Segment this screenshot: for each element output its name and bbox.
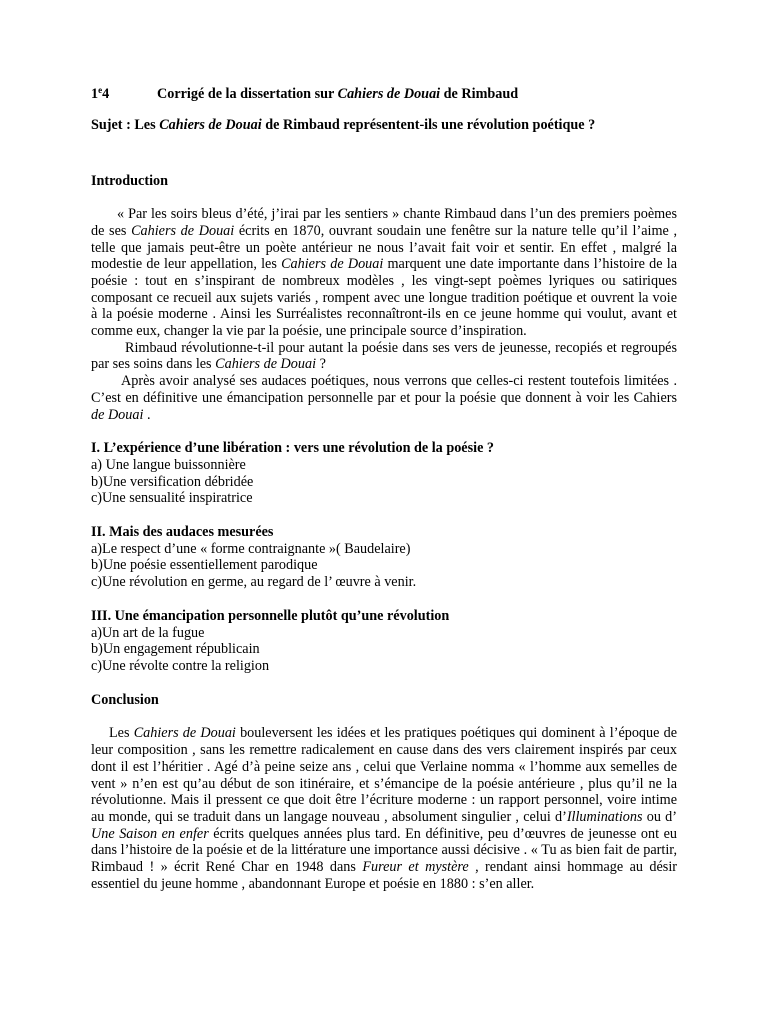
subject-question: de Rimbaud représentent-ils une révolution poétique ? [261, 116, 596, 133]
work-title: Illuminations [566, 808, 643, 825]
part-2-item-a: a)Le respect d’une « forme contraignante »( Baudelaire) [91, 540, 411, 557]
class-label [91, 86, 157, 103]
part-1 [91, 440, 677, 507]
part-2-heading: II. Mais des audaces mesurées [91, 524, 274, 541]
work-title: Cahiers de Douai [133, 725, 236, 742]
introduction-heading: Introduction [91, 173, 168, 190]
text-run: , rendant ainsi hommage au désir essentiel du jeune homme , abandonnant Europe et poésie en 1880 : s’en aller. [91, 859, 677, 892]
conclusion-heading: Conclusion [91, 691, 159, 708]
class-number: 4 [102, 86, 110, 102]
title-author: de Rimbaud [440, 86, 519, 102]
subject-work: Cahiers de Douai [159, 116, 262, 133]
text-run: Rimbaud révolutionne-t-il pour autant la poésie dans ses vers de jeunesse, recopiés et regroupés par ses soins dans les [91, 339, 677, 373]
introduction-paragraph-2 [91, 340, 677, 373]
subject-prefix: Sujet : Les [91, 116, 160, 133]
text-run: . [143, 406, 151, 423]
title-text: Corrigé de la dissertation sur [157, 86, 338, 102]
part-1-item-c: c)Une sensualité inspiratrice [91, 490, 253, 507]
subject-line [91, 117, 677, 134]
part-3-heading: III. Une émancipation personnelle plutôt qu’une révolution [91, 607, 450, 624]
text-run: ou d’ [642, 808, 677, 825]
introduction-paragraph-1 [91, 206, 677, 340]
text-run: ? [316, 356, 326, 373]
title-work: Cahiers de Douai [337, 86, 441, 102]
work-title: Une Saison en enfer [91, 825, 209, 842]
text-run: écrits quelques années plus tard. En définitive, peu d’œuvres de jeunesse ont eu dans l’histoire de la poésie et de la littérature une importance aussi décisive . « Tu as bien fait de partir, Rimbaud ! » écrit René Char en 1948 dans [91, 825, 677, 876]
work-title: Cahiers de Douai [281, 256, 384, 273]
document-page [91, 86, 677, 892]
class-superscript: e [98, 85, 103, 95]
text-run: « Par les soirs bleus d’été, j’irai par les sentiers » chante Rimbaud dans l’un des premiers poèmes de ses [91, 206, 677, 239]
part-2 [91, 524, 677, 591]
conclusion-paragraph [91, 725, 677, 892]
text-run: bouleversent les idées et les pratiques poétiques qui dominent à l’époque de leur composition , sans les remettre radicalement en cause dans des vers clairement inspirés par ceux dont il est l’héritier . Agé d’à peine seize ans , celui que Verlaine nomma « l’homme aux semelles de vent » n’en est qu’au début de son itinéraire, et s’émancipe de la poésie antérieure , plus qu’il ne la révolutionne. Mais il pressent ce que doit être l’écriture moderne : un rapport personnel, voire intime au monde, qui se traduit dans un langage nouveau , absolument singulier , celui d’ [91, 725, 677, 825]
introduction-paragraph-3 [91, 373, 677, 423]
text-run: marquent une date importante dans l’histoire de la poésie : tout en s’inspirant de nombreux modèles , les vingt-sept poèmes lyriques ou satiriques composant ce recueil aux sujets variés , rompent avec une longue tradition poétique et ouvrent la voie à la poésie moderne . Ainsi les Surréalistes reconnaîtront-ils en ce jeune homme qui voulut, avant et comme eux, changer la vie par la poésie, une principale source d’inspiration. [91, 256, 677, 340]
part-3 [91, 608, 677, 675]
part-2-item-b: b)Une poésie essentiellement parodique [91, 557, 318, 574]
part-3-item-a: a)Un art de la fugue [91, 624, 205, 641]
text-run: écrits en 1870, ouvrant soudain une fenêtre sur la nature telle qu’il l’aime , telle que jamais peut-être un poète antérieur ne nous l’avait fait voir et sentir. En effet , malgré la modestie de leur appellation, les [91, 222, 677, 273]
part-3-item-c: c)Une révolte contre la religion [91, 657, 270, 674]
work-title: Cahiers de Douai [131, 222, 235, 239]
part-1-item-b: b)Une versification débridée [91, 473, 254, 490]
part-3-item-b: b)Un engagement républicain [91, 641, 260, 658]
class-base: 1 [91, 86, 99, 102]
text-run: Les [109, 725, 134, 742]
text-run: Après avoir analysé ses audaces poétiques, nous verrons que celles-ci restent toutefois limitées . C’est en définitive une émancipation personnelle par et pour la poésie que donnent à voir les Cahiers [91, 373, 677, 406]
part-2-item-c: c)Une révolution en germe, au regard de l’ œuvre à venir. [91, 574, 417, 591]
document-title [91, 86, 677, 103]
work-title: de Douai [91, 406, 144, 423]
work-title: Cahiers de Douai [215, 356, 317, 373]
work-title: Fureur et mystère [362, 859, 469, 876]
part-1-heading: I. L’expérience d’une libération : vers une révolution de la poésie ? [91, 440, 495, 457]
part-1-item-a: a) Une langue buissonnière [91, 456, 246, 473]
